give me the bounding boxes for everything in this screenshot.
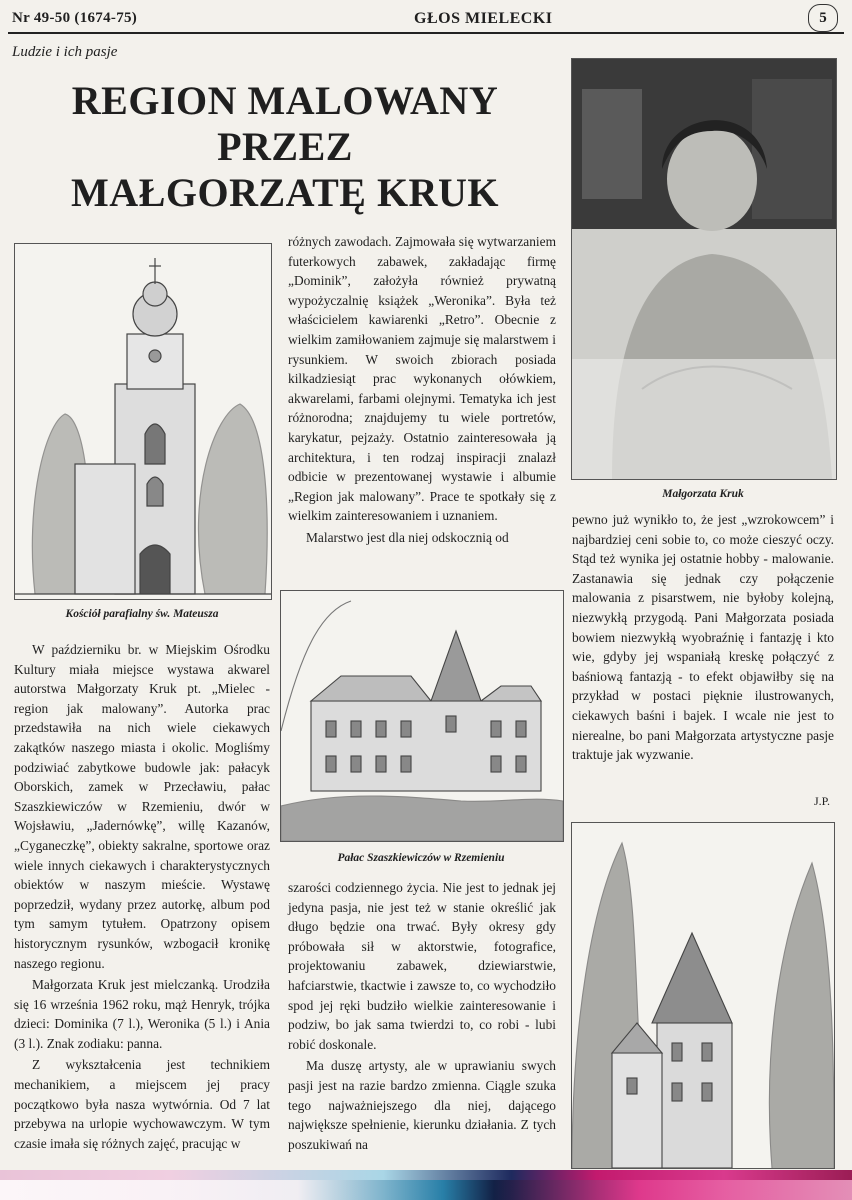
page-number: 5 [808, 4, 838, 32]
paragraph: Malarstwo jest dla niej odskocznią od [306, 529, 509, 545]
paragraph: Małgorzata Kruk jest mielczanką. Urodziła się 16 września 1962 roku, mąż Henryk, trójka dzieci: Dominika (7 l.), Weronika (5 l.) i Ania (3 l.). Znak zodiaku: panna. [14, 977, 270, 1051]
paragraph: Ma duszę artysty, ale w uprawianiu swych pasji jest na razie bardzo zmienna. Ciągle szuka tego najważniejszego dla niej, dającego największe spełnienie, kierunku działania. Z tych poszukiwań na [288, 1058, 556, 1152]
church-caption: Kościół parafialny św. Mateusza [65, 608, 219, 620]
headline-line-1: REGION MALOWANY [71, 78, 499, 123]
castle-illustration [571, 822, 835, 1169]
author-signature: J.P. [813, 794, 830, 808]
palace-illustration [280, 590, 564, 842]
column-1 [14, 640, 270, 1153]
church-illustration [14, 243, 272, 600]
headline [20, 78, 550, 216]
section-label: Ludzie i ich pasje [12, 44, 118, 60]
palace-drawing [281, 591, 563, 841]
paragraph: pewno już wynikło to, że jest „wzrokowcem” i najbardziej ceni sobie to, co może cieszyć oczy. Stąd też wynika jej ostatnie hobby - malowanie. Zastanawia się jednak czy połączenie malowania z pisarstwem, nie byłoby kolejną, niezwykłą przygodą. Pani Małgorzata posiada bowiem niezwykłą wyobraźnię i fantazję i kto wie, gdyby jej wspaniałą kreskę połączyć z baśniową fantazją - to efekt objawiłby się na przykład w postaci pięknie ilustrowanych, ciekawych baśni i bajek. I wcale nie jest to nierealne, bo pani Małgorzata artystyczne pasje traktuje jak wyzwanie. [572, 512, 834, 763]
paragraph: Z wykształcenia jest technikiem mechanikiem, a miejscem jej pracy początkowo była nasza wytwórnia. Od 7 lat przebywa na urlopie wychowawczym. W tym czasie imała się różnych zajęć, pracując w [14, 1057, 270, 1151]
portrait-photo [571, 58, 837, 480]
column-3 [572, 510, 834, 765]
column-2-bottom [288, 878, 556, 1154]
paragraph: szarości codziennego życia. Nie jest to jednak jej jedyna pasja, nie jest też w stanie określić jak długo będzie ona trwać. Były okresy gdy próbowała sił w aktorstwie, fotografice, projektowaniu zabawek, dziewiarstwie, hafciarstwie, tkactwie i zawsze to, co wychodziło spod jej ręki budziło wielkie zainteresowanie i podziw, bo jak sama twierdzi to, co robi - lubi robić doskonale. [288, 880, 556, 1052]
headline-line-2: PRZEZ [217, 124, 353, 169]
portrait-caption: Małgorzata Kruk [662, 488, 744, 500]
castle-drawing [572, 823, 834, 1168]
paragraph: różnych zawodach. Zajmowała się wytwarzaniem futerkowych zabawek, zakładając firmę „Dominik”, założyła również prywatną wypożyczalnię książek „Weronika”. Była też właścicielem kawiarenki „Retro”. Obecnie z wielkim zamiłowaniem zajmuje się malarstwem i rysunkiem. W swoich zbiorach posiada kilkadziesiąt prac wykonanych ołówkiem, akwarelami, farbami olejnymi. Tematyka ich jest różnorodna; znajdujemy tu wiele portretów, karykatur, pejzaży. Ostatnio zainteresowała ją architektura, i ten rodzaj inspiracji znalazł odbicie w prezentowanej wystawie i albumie „Region jak malowany”. Prace te spotkały się z wielkim zainteresowaniem i uznaniem. [288, 234, 556, 524]
column-2-top [288, 232, 556, 548]
portrait-image [572, 59, 836, 479]
issue-number: Nr 49-50 (1674-75) [12, 10, 138, 26]
church-drawing [15, 244, 271, 599]
paragraph: W październiku br. w Miejskim Ośrodku Kultury miała miejsce wystawa akwarel autorstwa Małgorzaty Kruk pt. „Mielec - region jak malowany”. Autorka prac przedstawiła na nich wiele ciekawych zakątków naszego miasta i okolic. Mogliśmy podziwiać zabytkowe budowle jak: pałacyk Oborskich, zamek w Przecławiu, pałac Szaszkiewiczów w Rzemieniu, dwór w Wojsławiu, „Jadernówkę”, willę Kazanów, „Cyganeczkę”, obiekty sakralne, sportowe oraz wiele innych ciekawych i charakterystycznych obiektów w naszym mieście. Wystawę poprzedził, wydany przez autorkę, album pod tym samym tytułem. Opatrzony opisem historycznym rysunków, wzbogacił kronikę naszego regionu. [14, 642, 270, 971]
palace-caption: Pałac Szaszkiewiczów w Rzemieniu [337, 852, 505, 864]
headline-line-3: MAŁGORZATĘ KRUK [71, 170, 499, 215]
scan-color-strip-lower [0, 1180, 852, 1200]
newspaper-name: GŁOS MIELECKI [414, 10, 553, 27]
header-rule [8, 32, 844, 34]
